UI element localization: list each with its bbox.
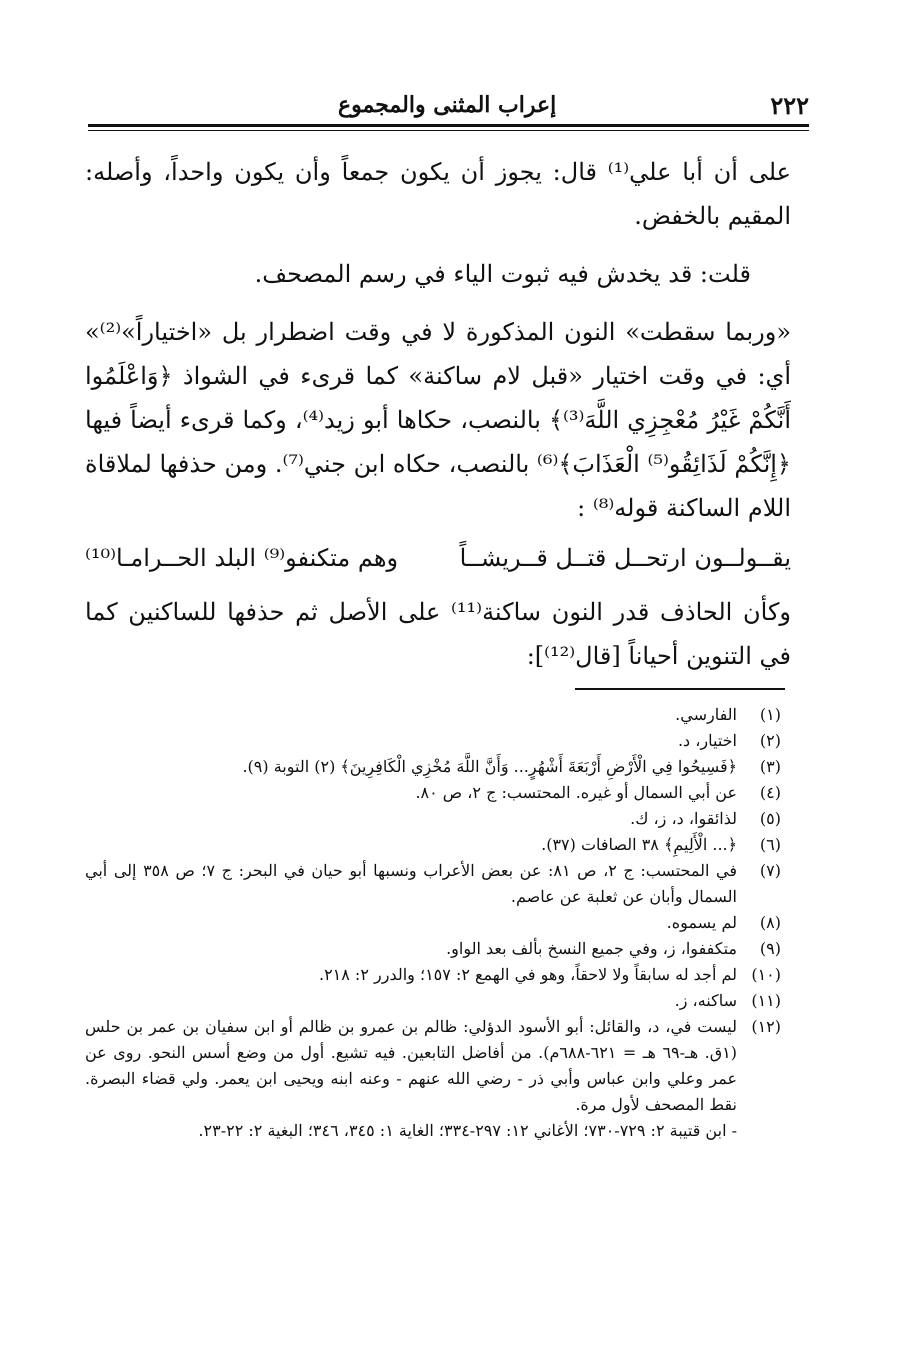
footnote [85, 780, 781, 806]
footnote-number: (٩) [759, 939, 781, 958]
footnote-text: لذائقوا، د، ز، ك. [630, 809, 737, 828]
footnote-number: (١١) [751, 991, 781, 1010]
footnote-number: (٢) [759, 731, 781, 750]
footnote-text: ﴿فَسِيحُوا فِي الْأَرْضِ أَرْبَعَةَ أَشْهُرٍ... وَأَنَّ اللَّهَ مُخْزِي الْكَافِرِينَ﴾ (٢) التوبة (٩). [242, 757, 737, 776]
footnote [85, 832, 781, 858]
footnote [85, 1014, 781, 1118]
footnote [85, 754, 781, 780]
verse-first-hemistich: يقــولــون ارتحــل قتــل قــريشــاً [459, 544, 791, 572]
footnote [85, 936, 781, 962]
paragraph: وكأن الحاذف قدر النون ساكنة⁽¹¹⁾ على الأصل ثم حذفها للساكنين كما في التنوين أحياناً [قال⁽¹²⁾]: [85, 598, 791, 670]
footnote [85, 988, 781, 1014]
footnote-number: (٣) [759, 757, 781, 776]
footnote [85, 702, 781, 728]
footnote-number: (٨) [759, 913, 781, 932]
footnote-number: (١٢) [751, 1017, 781, 1036]
footnote-number: (٤) [759, 783, 781, 802]
page-number: ٢٢٢ [770, 90, 809, 120]
header-rule-thin [88, 130, 809, 131]
footnote-text: ﴿... الْأَلِيمِ﴾ ٣٨ الصافات (٣٧). [541, 835, 737, 854]
footnote-text: عن أبي السمال أو غيره. المحتسب: ج ٢، ص ٨٠. [415, 783, 737, 802]
footnotes [85, 702, 781, 1144]
footnote-text: اختيار، د. [677, 731, 737, 750]
page-header [88, 88, 809, 122]
footnote-number: (١٠) [751, 965, 781, 984]
running-title: إعراب المثنى والمجموع [338, 92, 557, 118]
main-text [85, 150, 791, 678]
footnote-text: ليست في، د، والقائل: أبو الأسود الدؤلي: ظالم بن عمرو بن ظالم أو ابن سفيان بن عمر بن حلس (١ق. هـ-٦٩ هـ = ٦٢١-٦٨٨م). من أفاضل التابعين. فيه تشيع. أول من وضع أسس النحو. روى عن عمر وعلي وابن عباس وأبي ذر - رضي الله عنهم - وعنه ابنه ويحيى ابن يعمر. ولي قضاء البصرة. نقط المصحف لأول مرة. [85, 1017, 738, 1114]
footnote [85, 962, 781, 988]
verse-second-hemistich: وهم متكنفو⁽⁹⁾ البلد الحــرامـا⁽¹⁰⁾ [85, 544, 399, 572]
footnote-text: لم يسموه. [666, 913, 737, 932]
footnote-number: (٧) [759, 861, 781, 880]
footnote [85, 728, 781, 754]
paragraph: قلت: قد يخدش فيه ثبوت الياء في رسم المصحف. [254, 260, 751, 288]
footnote-references: - ابن قتيبة ٢: ٧٢٩-٧٣٠؛ الأغاني ١٢: ٢٩٧-٣٣٤؛ الغاية ١: ٣٤٥، ٣٤٦؛ البغية ٢: ٢٢-٢٣. [198, 1121, 737, 1140]
footnote-number: (١) [759, 705, 781, 724]
poetry-verse [85, 536, 791, 580]
footnote-text: ساكنه، ز. [674, 991, 737, 1010]
paragraph: «وربما سقطت» النون المذكورة لا في وقت اضطرار بل «اختياراً»⁽²⁾» أي: في وقت اختيار «قبل لام ساكنة» كما قرىء في الشواذ ﴿وَاعْلَمُوا أَنَّكُمْ غَيْرُ مُعْجِزِي اللَّهَ⁽³⁾﴾ بالنصب، حكاها أبو زيد⁽⁴⁾، وكما قرىء أيضاً فيها ﴿إِنَّكُمْ لَذَائِقُو⁽⁵⁾ الْعَذَابَ﴾⁽⁶⁾ بالنصب، حكاه ابن جني⁽⁷⁾. ومن حذفها لملاقاة اللام الساكنة قوله⁽⁸⁾ : [85, 318, 791, 522]
footnote [85, 806, 781, 832]
footnote-text: الفارسي. [675, 705, 737, 724]
footnote-number: (٥) [759, 809, 781, 828]
footnote-text: في المحتسب: ج ٢، ص ٨١: عن بعض الأعراب ونسبها أبو حيان في البحر: ج ٧؛ ص ٣٥٨ إلى أبي السمال وأبان عن ثعلبة عن عاصم. [85, 861, 738, 906]
header-rule-thick [88, 124, 809, 127]
footnote [85, 910, 781, 936]
footnote-number: (٦) [759, 835, 781, 854]
paragraph: على أن أبا علي⁽¹⁾ قال: يجوز أن يكون جمعاً وأن يكون واحداً، وأصله: المقيم بالخفض. [85, 158, 791, 230]
footnote-separator [575, 688, 785, 690]
footnote-text: متكففوا، ز، وفي جميع النسخ بألف بعد الواو. [446, 939, 737, 958]
footnote-text: لم أجد له سابقاً ولا لاحقاً، وهو في الهمع ٢: ١٥٧؛ والدرر ٢: ٢١٨. [318, 965, 737, 984]
footnote [85, 858, 781, 910]
